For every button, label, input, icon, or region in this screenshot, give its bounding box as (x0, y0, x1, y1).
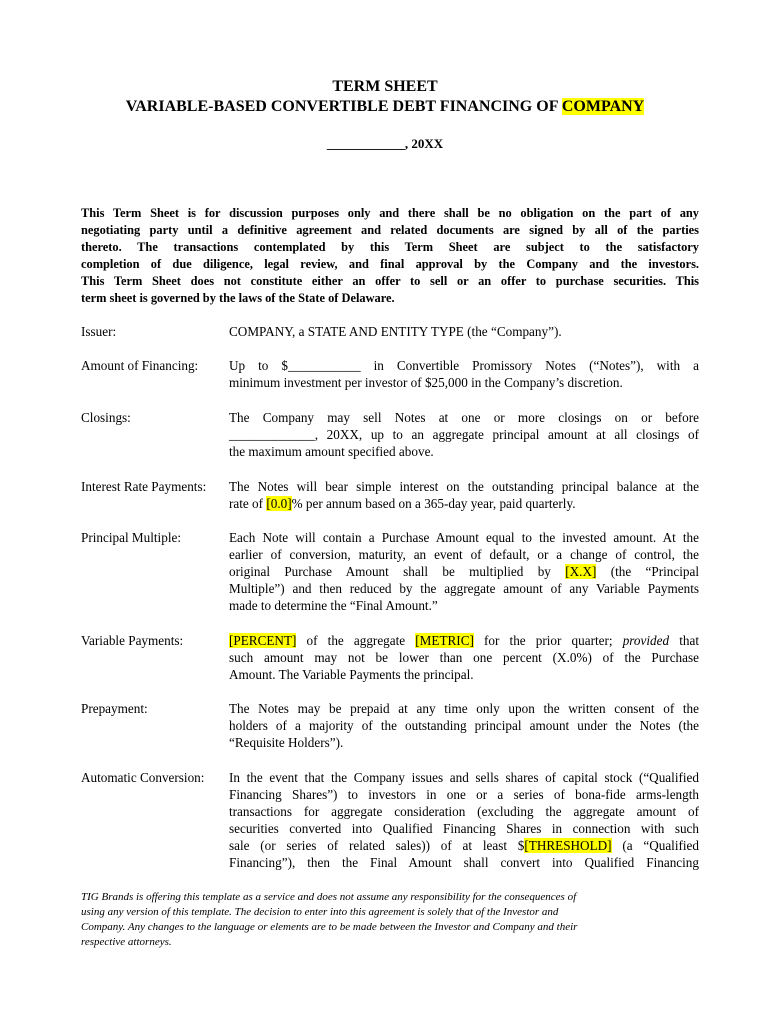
document-title: TERM SHEET (332, 78, 438, 95)
term-line: In the event that the Company issues and sells shares of capital stock (“Qualified (229, 770, 699, 785)
term-text: % per annum based on a 365-day year, paid quarterly. (291, 496, 576, 511)
term-value (229, 409, 699, 460)
term-line: securities converted into Qualified Financing Shares in connection with such (229, 821, 699, 836)
footer-line: using any version of this template. The decision to enter into this agreement is solely that of the Investor and (81, 906, 559, 918)
subtitle-text: VARIABLE-BASED CONVERTIBLE DEBT FINANCING OF (125, 98, 562, 115)
interest-rate-placeholder: [0.0] (266, 496, 292, 511)
term-label: Automatic Conversion: (81, 770, 205, 785)
term-label: Interest Rate Payments: (81, 479, 207, 494)
term-text: of the aggregate (296, 633, 416, 648)
multiple-placeholder: [X.X] (565, 564, 597, 579)
term-label: Variable Payments: (81, 633, 184, 648)
term-value (229, 323, 699, 340)
term-line: transactions for aggregate consideration (excluding the aggregate amount of (229, 804, 699, 819)
term-text: (a “Qualified (611, 838, 699, 853)
term-text: (the “Principal (596, 564, 700, 579)
disclaimer-footer (81, 890, 661, 950)
term-text: sale (or series of related sales)) of at least $ (229, 838, 525, 853)
term-line (229, 837, 699, 854)
term-text: rate of (229, 496, 267, 511)
term-line: Multiple”) and then reduced by the aggregate amount of any Variable Payments (229, 581, 699, 596)
company-placeholder: COMPANY (561, 98, 645, 115)
intro-line: negotiating party until a definitive agreement and related documents are signed by all of the parties (81, 223, 699, 237)
metric-placeholder: [METRIC] (415, 633, 474, 648)
intro-line: thereto. The transactions contemplated by this Term Sheet are subject to the satisfactory (81, 240, 699, 254)
term-label: Issuer: (81, 324, 117, 339)
term-label: Prepayment: (81, 701, 148, 716)
term-line: Up to $___________ in Convertible Promissory Notes (“Notes”), with a (229, 358, 699, 373)
term-line: _____________, 20XX, up to an aggregate principal amount at all closings of (229, 427, 699, 442)
footer-line: Company. Any changes to the language or elements are to be made between the Investor and Company and their (81, 921, 578, 933)
document-date: ____________, 20XX (326, 136, 444, 151)
term-value (229, 529, 699, 614)
term-line: “Requisite Holders”). (229, 735, 344, 750)
term-text: original Purchase Amount shall be multiplied by (229, 564, 566, 579)
term-line: COMPANY, a STATE AND ENTITY TYPE (the “Company”). (229, 324, 562, 339)
document-subtitle (0, 97, 770, 117)
term-line: Financing Shares”) to investors in one or a series of bona-fide arms-length (229, 787, 699, 802)
intro-line: This Term Sheet is for discussion purposes only and there shall be no obligation on the part of any (81, 206, 699, 220)
term-line: The Notes may be prepaid at any time only upon the written consent of the (229, 701, 699, 716)
term-value (229, 478, 699, 512)
term-line (229, 632, 699, 649)
term-line (229, 563, 699, 580)
term-text: that (669, 633, 699, 648)
term-line: earlier of conversion, maturity, an event of default, or a change of control, the (229, 547, 699, 562)
term-line: made to determine the “Final Amount.” (229, 598, 438, 613)
term-line: Financing”), then the Final Amount shall convert into Qualified Financing (229, 855, 699, 870)
threshold-placeholder: [THRESHOLD] (524, 838, 612, 853)
term-line: holders of a majority of the outstanding principal amount under the Notes (the (229, 718, 699, 733)
percent-placeholder: [PERCENT] (229, 633, 297, 648)
footer-line: TIG Brands is offering this template as a service and does not assume any responsibility for the consequences of (81, 891, 577, 903)
term-line: such amount may not be lower than one percent (X.0%) of the Purchase (229, 650, 699, 665)
term-line: Each Note will contain a Purchase Amount equal to the invested amount. At the (229, 530, 699, 545)
term-label: Principal Multiple: (81, 530, 181, 545)
term-label: Amount of Financing: (81, 358, 199, 373)
intro-paragraph (81, 205, 699, 307)
intro-line: This Term Sheet does not constitute either an offer to sell or an offer to purchase securities. This (81, 274, 699, 288)
term-line (229, 495, 699, 512)
term-value (229, 357, 699, 391)
term-label: Closings: (81, 410, 131, 425)
intro-line: term sheet is governed by the laws of the State of Delaware. (81, 291, 395, 305)
term-value (229, 632, 699, 683)
term-text: for the prior quarter; (473, 633, 623, 648)
term-text-italic: provided (622, 633, 670, 648)
footer-line: respective attorneys. (81, 936, 172, 948)
term-line: Amount. The Variable Payments the principal. (229, 667, 474, 682)
term-value (229, 769, 699, 871)
intro-line: completion of due diligence, legal review, and final approval by the Company and the investors. (81, 257, 699, 271)
term-value (229, 700, 699, 751)
term-line: The Company may sell Notes at one or more closings on or before (229, 410, 699, 425)
term-line: the maximum amount specified above. (229, 444, 434, 459)
term-line: The Notes will bear simple interest on the outstanding principal balance at the (229, 479, 699, 494)
term-line: minimum investment per investor of $25,000 in the Company’s discretion. (229, 375, 623, 390)
